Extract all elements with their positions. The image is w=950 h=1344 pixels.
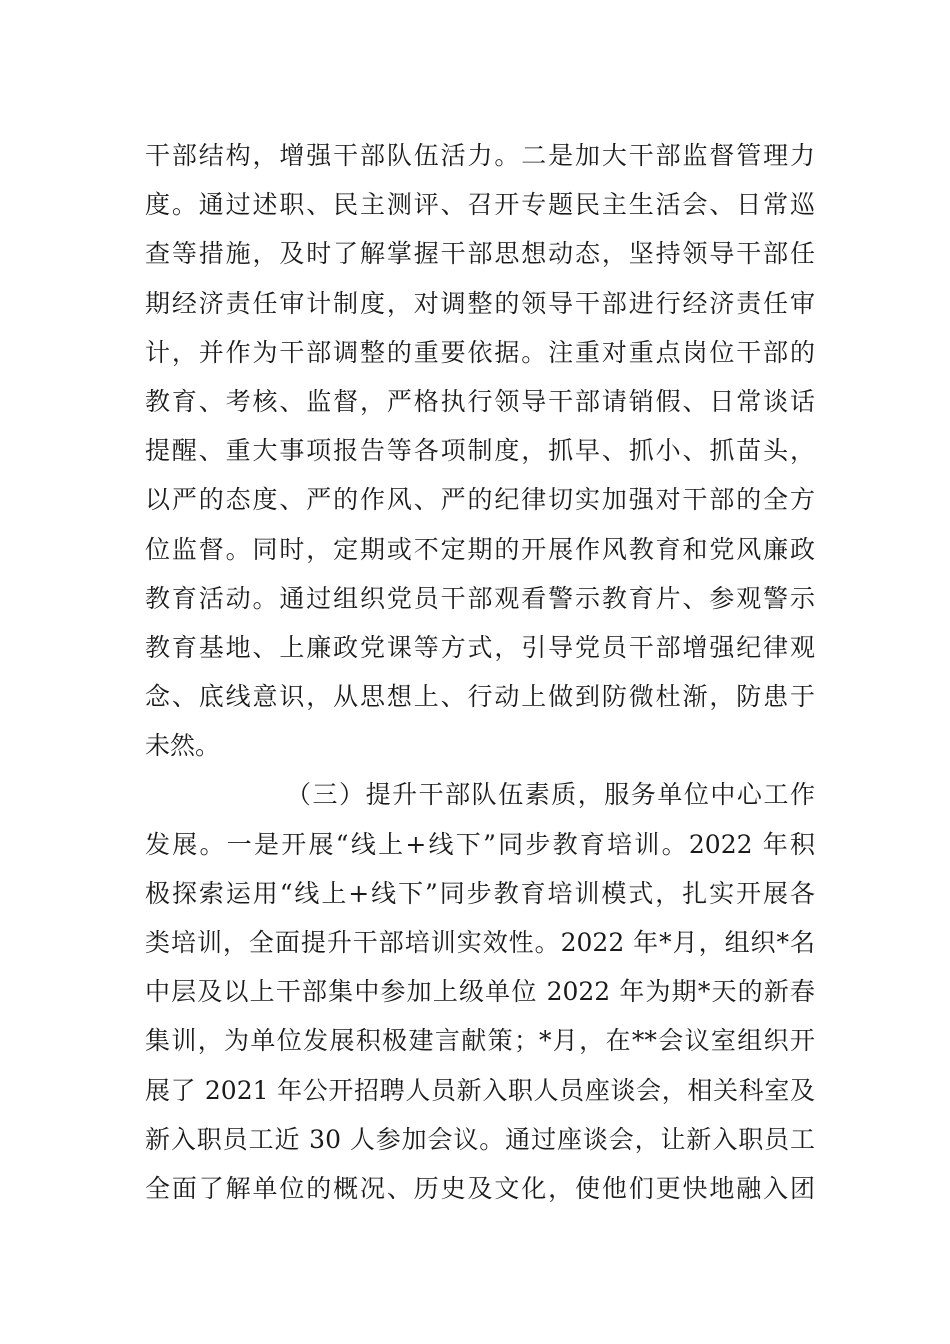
- text-line: 新入职员工近 30 人参加会议。通过座谈会，让新入职员工: [145, 1124, 815, 1154]
- text-line: 全面了解单位的概况、历史及文化，使他们更快地融入团: [145, 1173, 815, 1203]
- text-line: 发展。一是开展“线上+线下”同步教育培训。2022 年积: [145, 829, 815, 859]
- text-line: 类培训，全面提升干部培训实效性。2022 年*月，组织*名: [145, 928, 815, 957]
- text-line: 以严的态度、严的作风、严的纪律切实加强对干部的全方: [145, 485, 815, 515]
- text-line: 教育、考核、监督，严格执行领导干部请销假、日常谈话: [145, 386, 815, 416]
- text-line: 位监督。同时，定期或不定期的开展作风教育和党风廉政: [145, 534, 815, 564]
- text-line: 念、底线意识，从思想上、行动上做到防微杜渐，防患于: [145, 682, 815, 712]
- text-line: 展了 2021 年公开招聘人员新入职人员座谈会，相关科室及: [145, 1075, 815, 1105]
- text-line: 极探索运用“线上+线下”同步教育培训模式，扎实开展各: [145, 878, 815, 908]
- text-line: 教育活动。通过组织党员干部观看警示教育片、参观警示: [145, 583, 815, 613]
- section-heading: （三）提升干部队伍素质，服务单位中心工作: [286, 780, 815, 810]
- text-line: 期经济责任审计制度，对调整的领导干部进行经济责任审: [145, 288, 815, 318]
- text-line: 提醒、重大事项报告等各项制度，抓早、抓小、抓苗头，: [145, 436, 815, 466]
- text-line: 中层及以上干部集中参加上级单位 2022 年为期*天的新春: [145, 977, 815, 1007]
- text-line: 未然。: [145, 731, 221, 761]
- body-text: [145, 131, 815, 1213]
- text-line: 查等措施，及时了解掌握干部思想动态，坚持领导干部任: [145, 239, 815, 269]
- text-line: 计，并作为干部调整的重要依据。注重对重点岗位干部的: [145, 337, 815, 367]
- text-line: 教育基地、上廉政党课等方式，引导党员干部增强纪律观: [145, 632, 815, 662]
- text-line: 集训，为单位发展积极建言献策；*月，在**会议室组织开: [145, 1026, 815, 1056]
- text-line: 干部结构，增强干部队伍活力。二是加大干部监督管理力: [145, 141, 815, 170]
- text-line: 度。通过述职、民主测评、召开专题民主生活会、日常巡: [145, 190, 815, 220]
